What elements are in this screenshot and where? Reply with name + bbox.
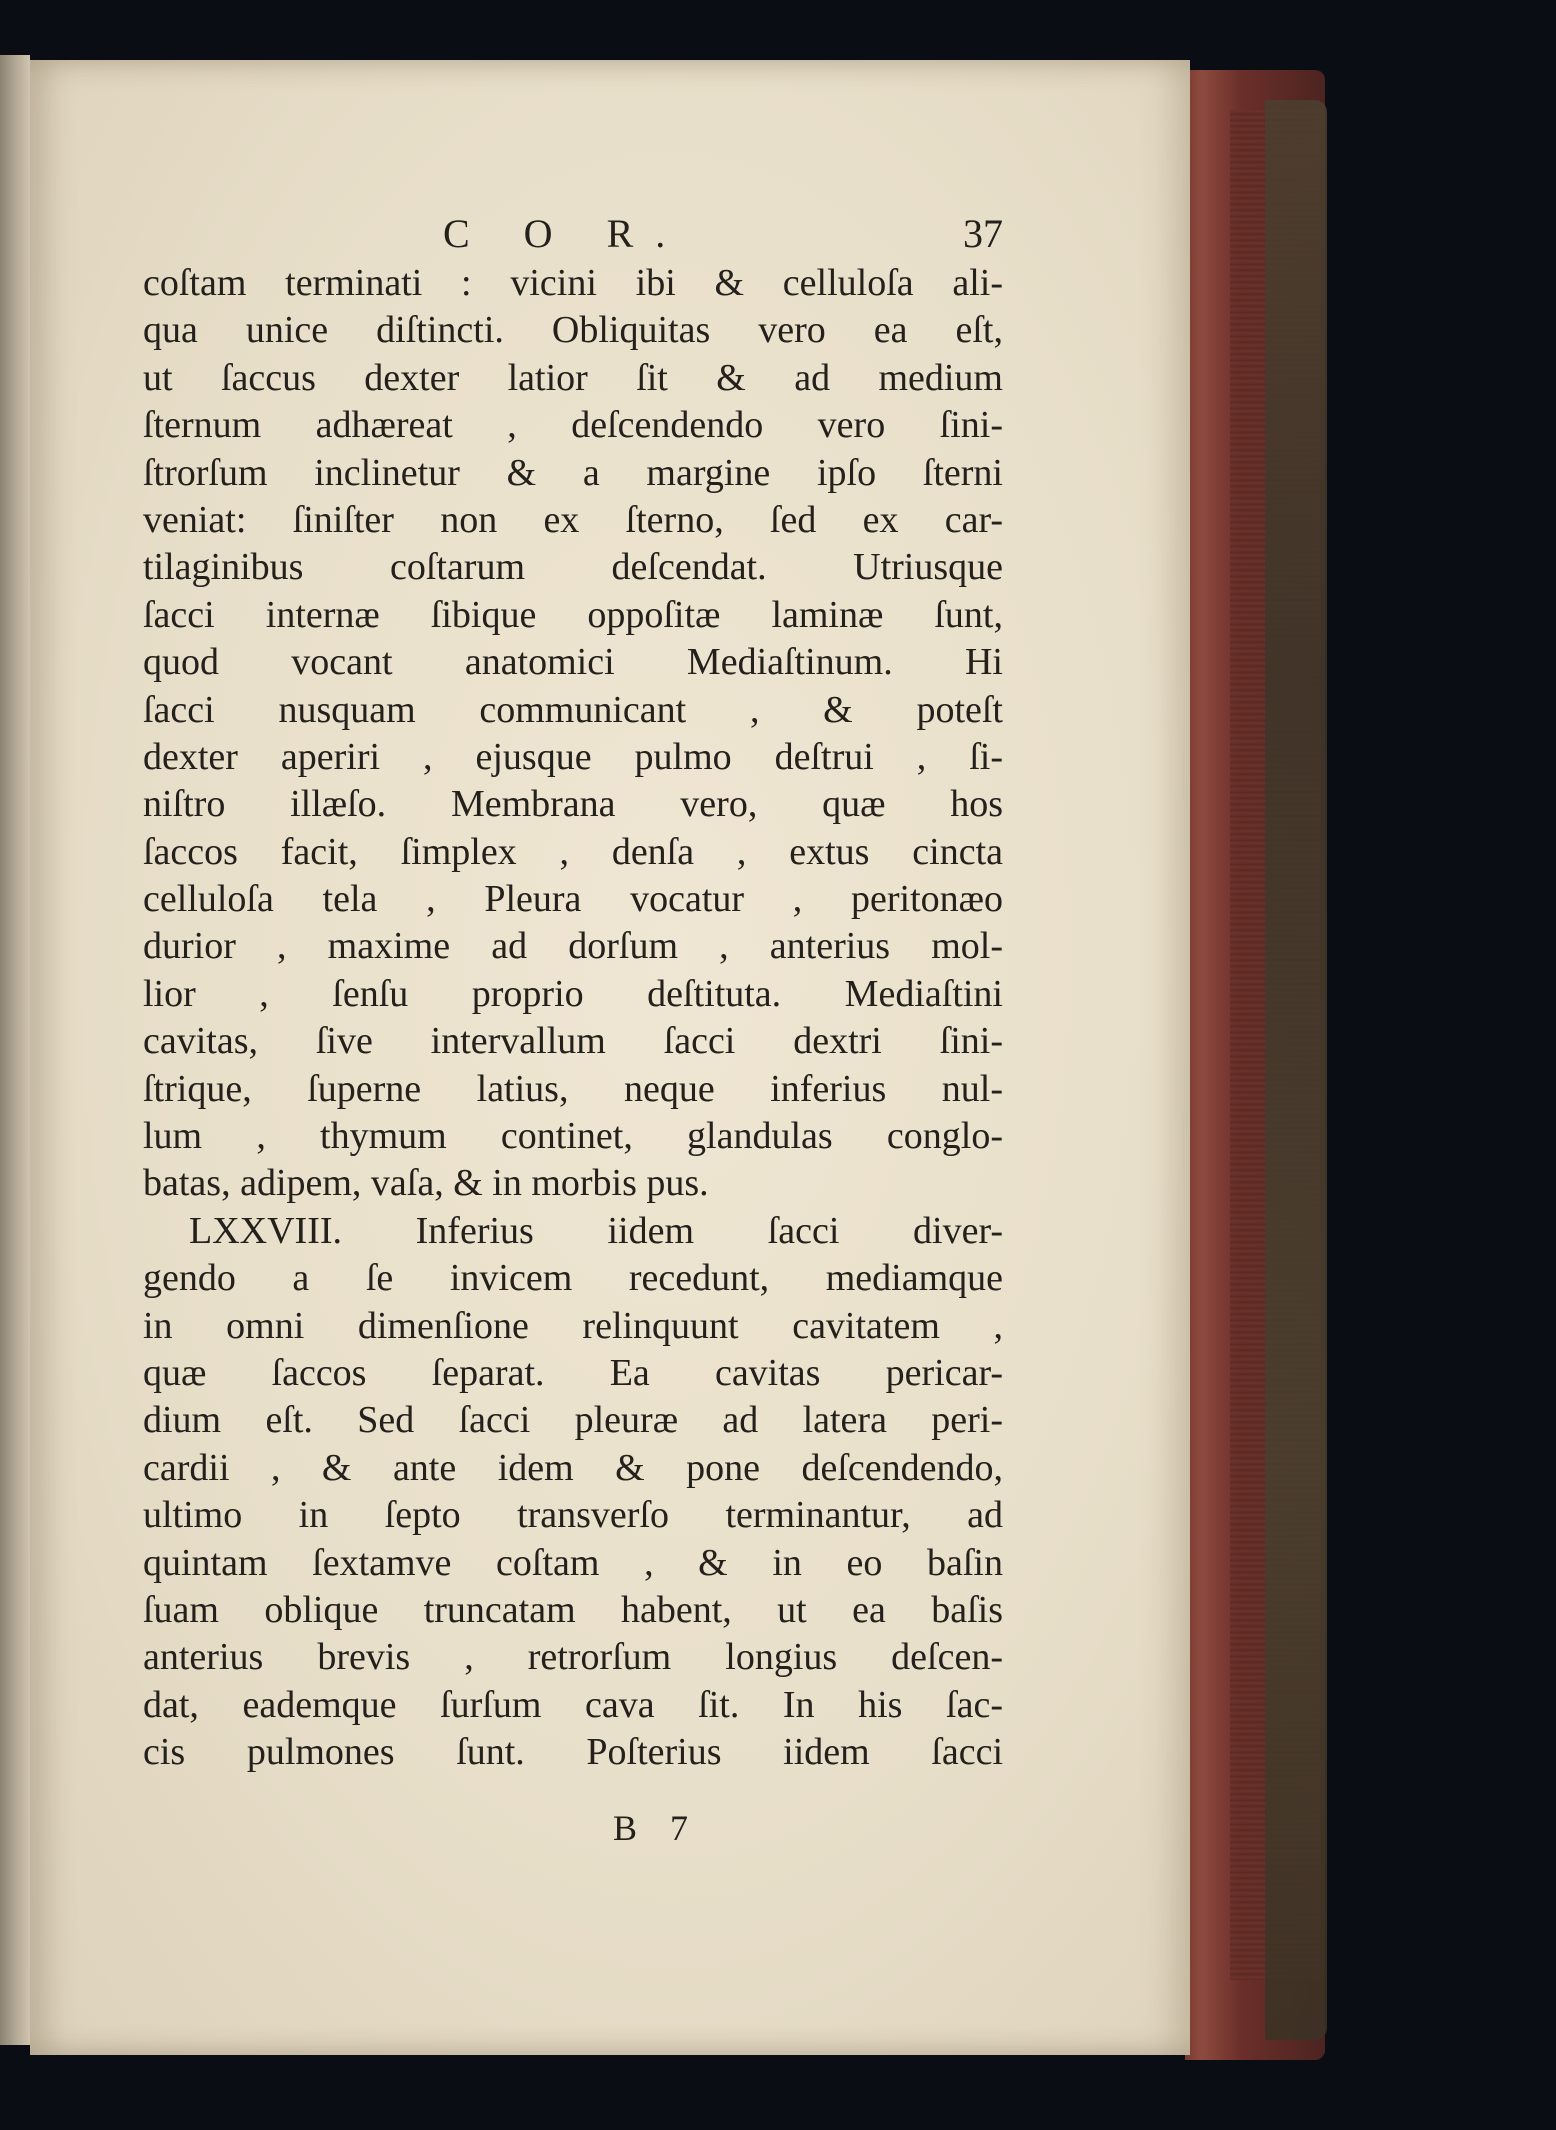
text-line: ſacci internæ ſibique oppoſitæ laminæ ſunt,	[143, 593, 1003, 636]
text-line: dium eſt. Sed ſacci pleuræ ad latera peri-	[143, 1399, 1003, 1442]
text-line: ſtrique, ſuperne latius, neque inferius nul-	[143, 1067, 1003, 1110]
text-line: ſtrorſum inclinetur & a margine ipſo ſterni	[143, 451, 1003, 494]
text-line: celluloſa tela , Pleura vocatur , peritonæo	[143, 878, 1003, 921]
text-line: niſtro illæſo. Membrana vero, quæ hos	[143, 783, 1003, 826]
signature-mark: B 7	[613, 1808, 701, 1848]
text-line: ſternum adhæreat , deſcendendo vero ſini-	[143, 404, 1003, 447]
text-line: anterius brevis , retrorſum longius deſcen-	[143, 1636, 1003, 1679]
text-line: veniat: ſiniſter non ex ſterno, ſed ex car-	[143, 498, 1003, 541]
text-line: cardii , & ante idem & pone deſcendendo,	[143, 1446, 1003, 1489]
text-line: ultimo in ſepto transverſo terminantur, ad	[143, 1494, 1003, 1537]
text-line: quæ ſaccos ſeparat. Ea cavitas pericar-	[143, 1351, 1003, 1394]
cover-board	[1265, 100, 1327, 2040]
text-block	[143, 210, 1003, 1848]
page-header	[143, 210, 1003, 260]
text-line: ſuam oblique truncatam habent, ut ea baſis	[143, 1588, 1003, 1631]
text-line: batas, adipem, vaſa, & in morbis pus.	[143, 1162, 709, 1205]
text-line: in omni dimenſione relinquunt cavitatem ,	[143, 1304, 1003, 1347]
left-page-edge	[0, 55, 30, 2045]
text-line: lum , thymum continet, glandulas conglo-	[143, 1115, 1003, 1158]
text-line: gendo a ſe invicem recedunt, mediamque	[143, 1257, 1003, 1300]
text-line: quintam ſextamve coſtam , & in eo baſin	[143, 1541, 1003, 1584]
text-line: tilaginibus coſtarum deſcendat. Utriusque	[143, 546, 1003, 589]
text-line: cis pulmones ſunt. Poſterius iidem ſacci	[143, 1731, 1003, 1774]
text-line: ſacci nusquam communicant , & poteſt	[143, 688, 1003, 731]
text-line: ſaccos facit, ſimplex , denſa , extus cincta	[143, 830, 1003, 873]
text-line: dat, eademque ſurſum cava ſit. In his ſac-	[143, 1683, 1003, 1726]
text-line: cavitas, ſive intervallum ſacci dextri ſini-	[143, 1020, 1003, 1063]
text-line: ut ſaccus dexter latior ſit & ad medium	[143, 356, 1003, 399]
running-head: C O R.	[443, 211, 688, 256]
page-number: 37	[963, 211, 1003, 256]
text-line: dexter aperiri , ejusque pulmo deſtrui , ſi-	[143, 735, 1003, 778]
text-line: coſtam terminati : vicini ibi & celluloſa ali-	[143, 262, 1003, 304]
text-line: durior , maxime ad dorſum , anterius mol-	[143, 925, 1003, 968]
text-line: lior , ſenſu proprio deſtituta. Mediaſtini	[143, 972, 1003, 1015]
text-line: qua unice diſtincti. Obliquitas vero ea eſt,	[143, 309, 1003, 352]
text-line: quod vocant anatomici Mediaſtinum. Hi	[143, 641, 1003, 684]
section-start-line: LXXVIII. Inferius iidem ſacci diver-	[189, 1209, 1003, 1252]
